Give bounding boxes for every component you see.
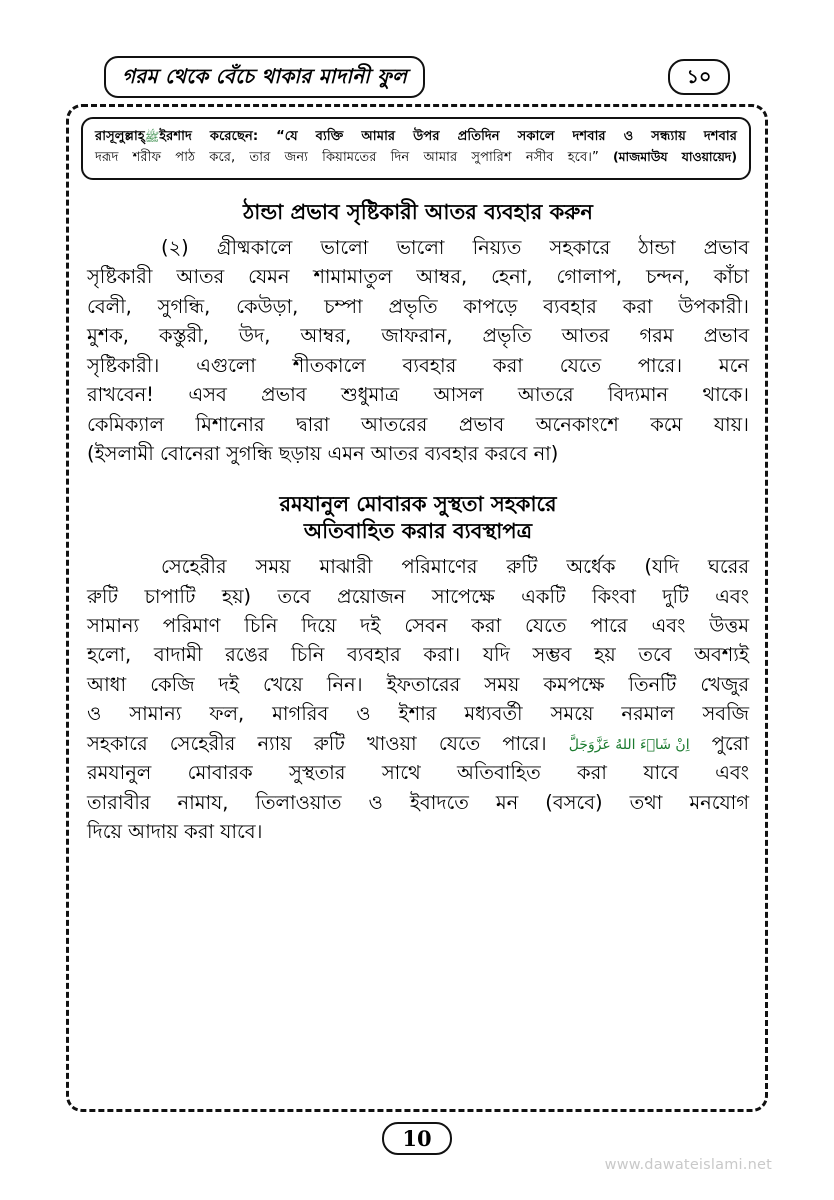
paragraph-line: দিয়ে আদায় করা যাবে।	[87, 820, 263, 844]
header-page-number: ১০	[686, 65, 712, 88]
paragraph-line	[87, 552, 749, 581]
hadith-source: (মাজমাউয যাওয়ায়েদ)	[613, 149, 737, 165]
watermark-url: www.dawateislami.net	[604, 1157, 772, 1173]
page-header	[104, 56, 730, 100]
sallallahu-alayhi-wasallam-icon: ﷺ	[144, 130, 160, 144]
arabic-line-suffix: পুরো	[711, 731, 749, 755]
footer-page-number: 10	[402, 1126, 432, 1151]
paragraph-line: (ইসলামী বোনেরা সুগন্ধি ছড়ায় এমন আতর ব্যবহার করবে না)	[87, 442, 559, 466]
header-title-badge	[104, 56, 425, 98]
paragraph-line-with-arabic	[87, 729, 749, 758]
paragraph-line	[87, 233, 749, 262]
paragraph-line: কেমিক্যাল মিশানোর দ্বারা আতরের প্রভাব অনেকাংশে কমে যায়।	[87, 412, 749, 436]
content-frame	[66, 104, 768, 1112]
paragraph-line: আধা কেজি দই খেয়ে নিন। ইফতারের সময় কমপক্ষে তিনটি খেজুর	[87, 672, 749, 696]
header-page-number-badge	[668, 59, 730, 95]
hadith-lead-label: রাসূলুল্লাহ্‌	[95, 129, 145, 144]
section-2-heading	[87, 491, 749, 546]
hadith-line-2	[95, 147, 737, 168]
hadith-line-1-text: ইরশাদ করেছেন: “যে ব্যক্তি আমার উপর প্রতিদিন সকালে দশবার ও সন্ধ্যায় দশবার	[159, 129, 737, 144]
insha-allah-azzawajal-phrase: اِنْ شَاۤءَ اللهُ عَزَّوَجَلَّ	[568, 736, 690, 753]
paragraph-line-text: (২) গ্রীষ্মকালে ভালো ভালো নিয়্যত সহকারে ঠান্ডা প্রভাব	[161, 235, 749, 259]
paragraph-line: সৃষ্টিকারী। এগুলো শীতকালে ব্যবহার করা যেতে পারে। মনে	[87, 353, 749, 377]
paragraph-line: তারাবীর নামায, তিলাওয়াত ও ইবাদতে মন (বসবে) তথা মনযোগ	[87, 790, 749, 814]
section-2-heading-line-2: অতিবাহিত করার ব্যবস্থাপত্র	[303, 519, 533, 544]
hadith-line-1	[95, 126, 737, 147]
paragraph-line: সৃষ্টিকারী আতর যেমন শামামাতুল আম্বর, হেনা, গোলাপ, চন্দন, কাঁচা	[87, 265, 749, 289]
arabic-line-prefix: সহকারে সেহেরীর ন্যায় রুটি খাওয়া যেতে পারে।	[87, 731, 547, 755]
section-2-paragraph	[87, 552, 749, 847]
paragraph-line: বেলী, সুগন্ধি, কেউড়া, চম্পা প্রভৃতি কাপড়ে ব্যবহার করা উপকারী।	[87, 294, 749, 318]
paragraph-line: রুটি চাপাটি হয়) তবে প্রয়োজন সাপেক্ষে একটি কিংবা দুটি এবং	[87, 584, 749, 608]
paragraph-line: ও সামান্য ফল, মাগরিব ও ইশার মধ্যবর্তী সময়ে নরমাল সবজি	[87, 702, 749, 726]
paragraph-line: রমযানুল মোবারক সুস্থতার সাথে অতিবাহিত করা যাবে এবং	[87, 761, 749, 785]
section-1-paragraph	[87, 233, 749, 469]
paragraph-line: সামান্য পরিমাণ চিনি দিয়ে দই সেবন করা যেতে পারে এবং উত্তম	[87, 614, 749, 637]
paragraph-line: রাখবেন! এসব প্রভাব শুধুমাত্র আসল আতরে বিদ্যমান থাকে।	[87, 383, 749, 407]
page-title: গরম থেকে বেঁচে থাকার মাদানী ফুল	[122, 64, 408, 88]
body-content	[87, 199, 749, 847]
paragraph-line: মুশক, কস্তুরী, উদ, আম্বর, জাফরান, প্রভৃতি আতর গরম প্রভাব	[87, 324, 749, 348]
paragraph-line: হলো, বাদামী রঙের চিনি ব্যবহার করা। যদি সম্ভব হয় তবে অবশ্যই	[87, 643, 749, 667]
hadith-quote-box	[81, 117, 751, 180]
section-1-heading: ঠান্ডা প্রভাব সৃষ্টিকারী আতর ব্যবহার করুন	[243, 200, 593, 224]
footer-page-number-badge	[382, 1122, 452, 1155]
hadith-line-2-text: দরূদ শরীফ পাঠ করে, তার জন্য কিয়ামতের দিন আমার সুপারিশ নসীব হবে।”	[95, 150, 599, 166]
paragraph-line-text: সেহেরীর সময় মাঝারী পরিমাণের রুটি অর্ধেক (যদি ঘরের	[161, 555, 749, 579]
section-2-heading-line-1: রমযানুল মোবারক সুস্থতা সহকারে	[279, 491, 557, 516]
